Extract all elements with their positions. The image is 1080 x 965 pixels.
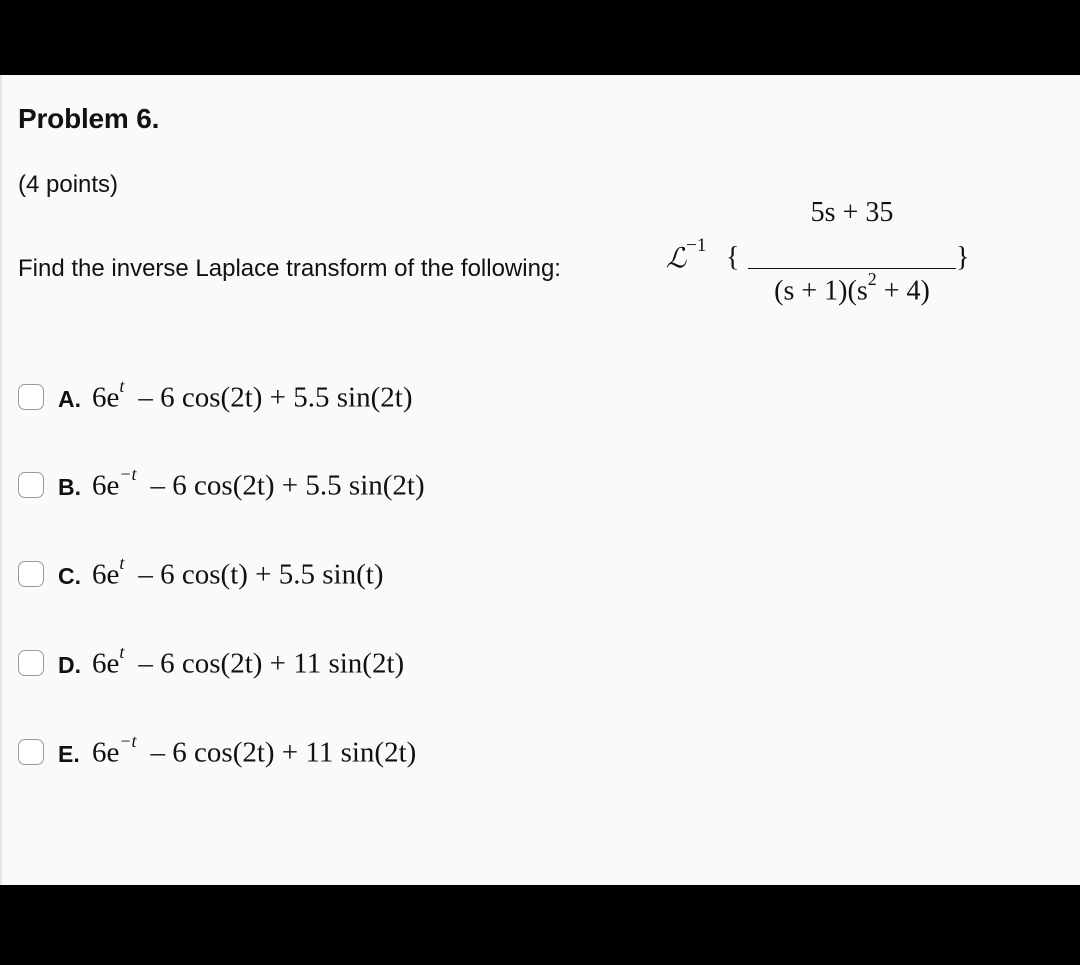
option-a-coef: 6e [92, 381, 120, 414]
option-b-exponent: −t [119, 464, 137, 484]
laplace-operator [666, 235, 707, 275]
option-c-coef: 6e [92, 558, 120, 591]
option-a-rest: – 6 cos(2t) + 5.5 sin(2t) [138, 381, 413, 414]
option-e-exponent: −t [119, 731, 137, 751]
laplace-symbol: ℒ [666, 243, 687, 275]
question-text: Find the inverse Laplace transform of the following: [18, 255, 561, 282]
option-d-rest: – 6 cos(2t) + 11 sin(2t) [138, 647, 405, 680]
option-d-coef: 6e [92, 647, 120, 680]
option-b-coef: 6e [92, 469, 120, 502]
option-d-checkbox[interactable] [18, 650, 44, 676]
option-d-expression [92, 642, 405, 681]
option-d-exponent: t [119, 642, 125, 662]
option-e-letter: E. [58, 741, 80, 767]
points-label: (4 points) [18, 171, 119, 198]
option-d-letter: D. [58, 652, 81, 678]
option-c-checkbox[interactable] [18, 561, 44, 587]
problem-title: Problem 6. [18, 103, 160, 134]
fraction-numerator: 5s + 35 [810, 197, 894, 228]
option-a-expression [92, 376, 413, 415]
inverse-exponent: −1 [686, 235, 707, 256]
option-a-checkbox[interactable] [18, 384, 44, 410]
denominator-part-b: + 4) [876, 275, 930, 307]
option-c-rest: – 6 cos(t) + 5.5 sin(t) [138, 558, 384, 591]
option-e-coef: 6e [92, 736, 120, 769]
option-e-expression [92, 731, 417, 770]
open-brace: { [726, 242, 740, 273]
option-c-expression [92, 553, 384, 592]
option-b-letter: B. [58, 474, 81, 500]
option-a-exponent: t [119, 376, 125, 396]
option-e-rest: – 6 cos(2t) + 11 sin(2t) [150, 736, 417, 769]
problem-panel [0, 75, 1080, 885]
option-b-rest: – 6 cos(2t) + 5.5 sin(2t) [150, 469, 425, 502]
close-brace: } [956, 242, 970, 273]
fraction-bar [748, 268, 956, 269]
option-b-checkbox[interactable] [18, 472, 44, 498]
denominator-exponent: 2 [867, 269, 877, 289]
option-a-letter: A. [58, 386, 81, 412]
denominator-part-a: (s + 1)(s [774, 275, 868, 307]
option-b-expression [92, 464, 425, 503]
fraction-denominator [748, 269, 956, 307]
option-c-letter: C. [58, 563, 81, 589]
option-e-checkbox[interactable] [18, 739, 44, 765]
option-c-exponent: t [119, 553, 125, 573]
